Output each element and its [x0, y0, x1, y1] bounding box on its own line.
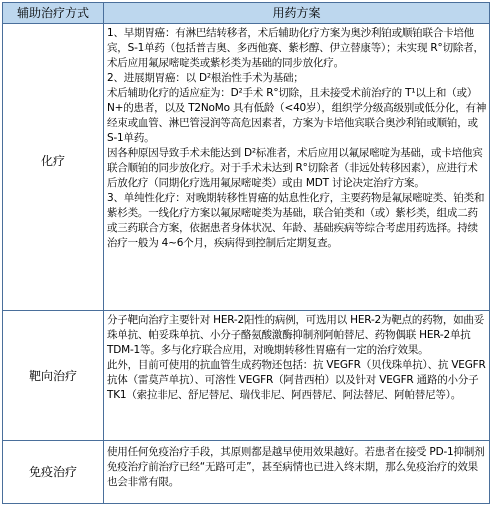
paragraph: 术后辅助化疗的适应症为：D²手术 R°切除，且未接受术前治疗的 T¹以上和（或）N+的患者，以及 T2NoMo 具有低龄（<40岁），组织学分级高级别或低分化，有神经束或血管、淋巴管浸润等高危因素者，方案为卡培他宾联合奥沙利铂或顺铂，或 S-1单药。 — [107, 87, 487, 144]
paragraph: 3、单纯性化疗：对晚期转移性胃癌的姑息性化疗，主要药物是氟尿嘧啶类、铂类和紫杉类。一线化疗方案以氟尿嘧啶类为基础，联合铂类和（或）紫杉类，组成二药或三药联合方案，依据患者身体状况、年龄、基础疾病等综合考虑用药选择。持续治疗一般为 4~6个月，疾病得到控制后定期复查。 — [107, 192, 485, 249]
paragraph: 使用任何免疫治疗手段，其原则都是越早使用效果越好。若患者在接受 PD-1抑制剂免疫治疗前治疗已经“无路可走”，甚至病情也已进入终末期，那么免疫治疗的效果也会非常有限。 — [107, 446, 485, 488]
table-header — [3, 3, 489, 24]
row-content-targeted-therapy — [107, 313, 487, 403]
row-label-immunotherapy: 免疫治疗 — [28, 465, 77, 479]
paragraph: 1、早期胃癌：有淋巴结转移者，术后辅助化疗方案为奥沙利铂或顺铂联合卡培他宾，S-1单药（包括普吉奥、多西他赛、紫杉醇、伊立替康等）；未实现 R°切除者，术后应用氟尿嘧啶类或紫杉类为基础的同步放化疗。 — [107, 27, 484, 69]
paragraph: 分子靶向治疗主要针对 HER-2阳性的病例，可选用以 HER-2为靶点的药物，如曲妥珠单抗、帕妥珠单抗、小分子酪氨酸激酶抑制剂阿帕替尼、药物偶联 HER-2单抗 TDM-1等。多与化疗联合应用，对晚期转移性胃癌有一定的治疗效果。 — [107, 314, 485, 356]
row-label-chemotherapy: 化疗 — [40, 154, 65, 168]
table-row-chemotherapy — [3, 24, 489, 311]
header-treatment-method: 辅助治疗方式 — [16, 6, 89, 20]
paragraph: 因各种原因导致手术未能达到 D²标准者，术后应用以氟尿嘧啶为基础，或卡培他宾联合顺铂的同步放化疗。对于手术未达到 R°切除者（非远处转移因素），应进行术后放化疗（同期化疗选用氟尿嘧啶类）或由 MDT 讨论决定治疗方案。 — [107, 147, 483, 189]
paragraph: 2、进展期胃癌：以 D²根治性手术为基础； — [107, 72, 304, 84]
row-label-targeted-therapy: 靶向治疗 — [28, 369, 77, 383]
table-row-targeted-therapy — [3, 311, 489, 441]
header-medication-plan: 用药方案 — [272, 6, 321, 20]
paragraph: 此外，目前可使用的抗血管生成药物还包括：抗 VEGFR（贝伐珠单抗）、抗 VEGFR 抗体（雷莫芦单抗）、可溶性 VEGFR（阿昔西柏）以及针对 VEGFR 通路的小分子 TK1（索拉非尼、舒尼替尼、瑞伐非尼、阿西替尼、阿法替尼、阿帕替尼等）。 — [107, 359, 486, 401]
row-content-immunotherapy — [107, 445, 487, 490]
treatment-table — [2, 2, 490, 504]
row-content-chemotherapy — [107, 26, 487, 251]
table-row-immunotherapy — [3, 441, 489, 503]
